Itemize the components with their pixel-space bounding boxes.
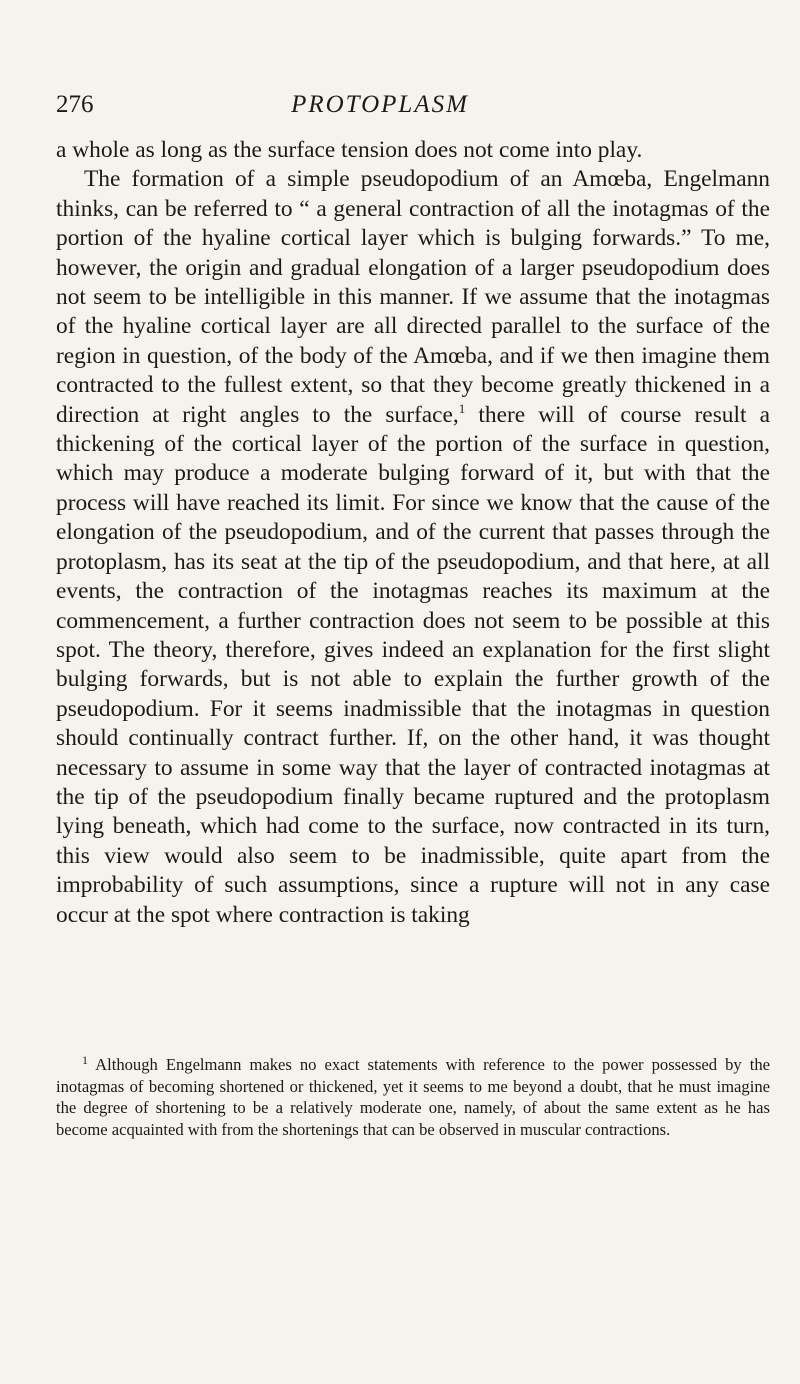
running-head bbox=[56, 88, 744, 122]
running-title: PROTOPLASM bbox=[291, 91, 469, 118]
paragraph-text-part-1: The formation of a simple pseudopodium of an Amœba, Engelmann thinks, can be referred to “ a general contraction of all the inotagmas of the portion of the hyaline cortical layer which is bulging forwards.” To me, however, the origin and gradual elongation of a larger pseudopodium does not seem to be intelligible in this manner. If we assume that the inotagmas of the hyaline cortical layer are all directed parallel to the surface of the region in question, of the body of the Amœba, and if we then imagine them contracted to the fullest extent, so that they become greatly thickened in a direction at right angles to the surface, bbox=[56, 166, 770, 428]
footnote-marker: 1 bbox=[82, 1053, 88, 1067]
page-number: 276 bbox=[56, 91, 94, 118]
footnote-text: Although Engelmann makes no exact statements with reference to the power possessed by the inotagmas of becoming shortened or thickened, yet it seems to me beyond a doubt, that he must imagine the degree of shortening to be a relatively moderate one, namely, of about the same extent as he has become acquainted with from the shortenings that can be observed in muscular contractions. bbox=[56, 1055, 770, 1139]
paragraph-continuation: a whole as long as the surface tension does not come into play. bbox=[56, 137, 643, 163]
body-text bbox=[56, 136, 770, 930]
footnote bbox=[56, 1054, 770, 1140]
footnotes bbox=[56, 1054, 770, 1140]
paragraph-pseudopodium bbox=[56, 165, 770, 930]
paragraph-text-part-2: there will of course result a thickening of the cortical layer of the portion of the surface in question, which may produce a moderate bulging forward of it, but with that the process will have reached its limit. For since we know that the cause of the elongation of the pseudopodium, and of the current that passes through the protoplasm, has its seat at the tip of the pseudopodium, and that here, at all events, the contraction of the inotagmas reaches its maximum at the commencement, a further contraction does not seem to be possible at this spot. The theory, therefore, gives indeed an explanation for the first slight bulging forwards, but is not able to explain the further growth of the pseudopodium. For it seems inadmissible that the inotagmas in question should continually contract further. If, on the other hand, it was thought necessary to assume in some way that the layer of contracted inotagmas at the tip of the pseudopodium finally became ruptured and the protoplasm lying beneath, which had come to the surface, now contracted in its turn, this view would also seem to be inadmissible, quite apart from the improbability of such assumptions, since a rupture will not in any case occur at the spot where contraction is taking bbox=[56, 401, 770, 928]
footnote-reference: 1 bbox=[458, 400, 466, 416]
